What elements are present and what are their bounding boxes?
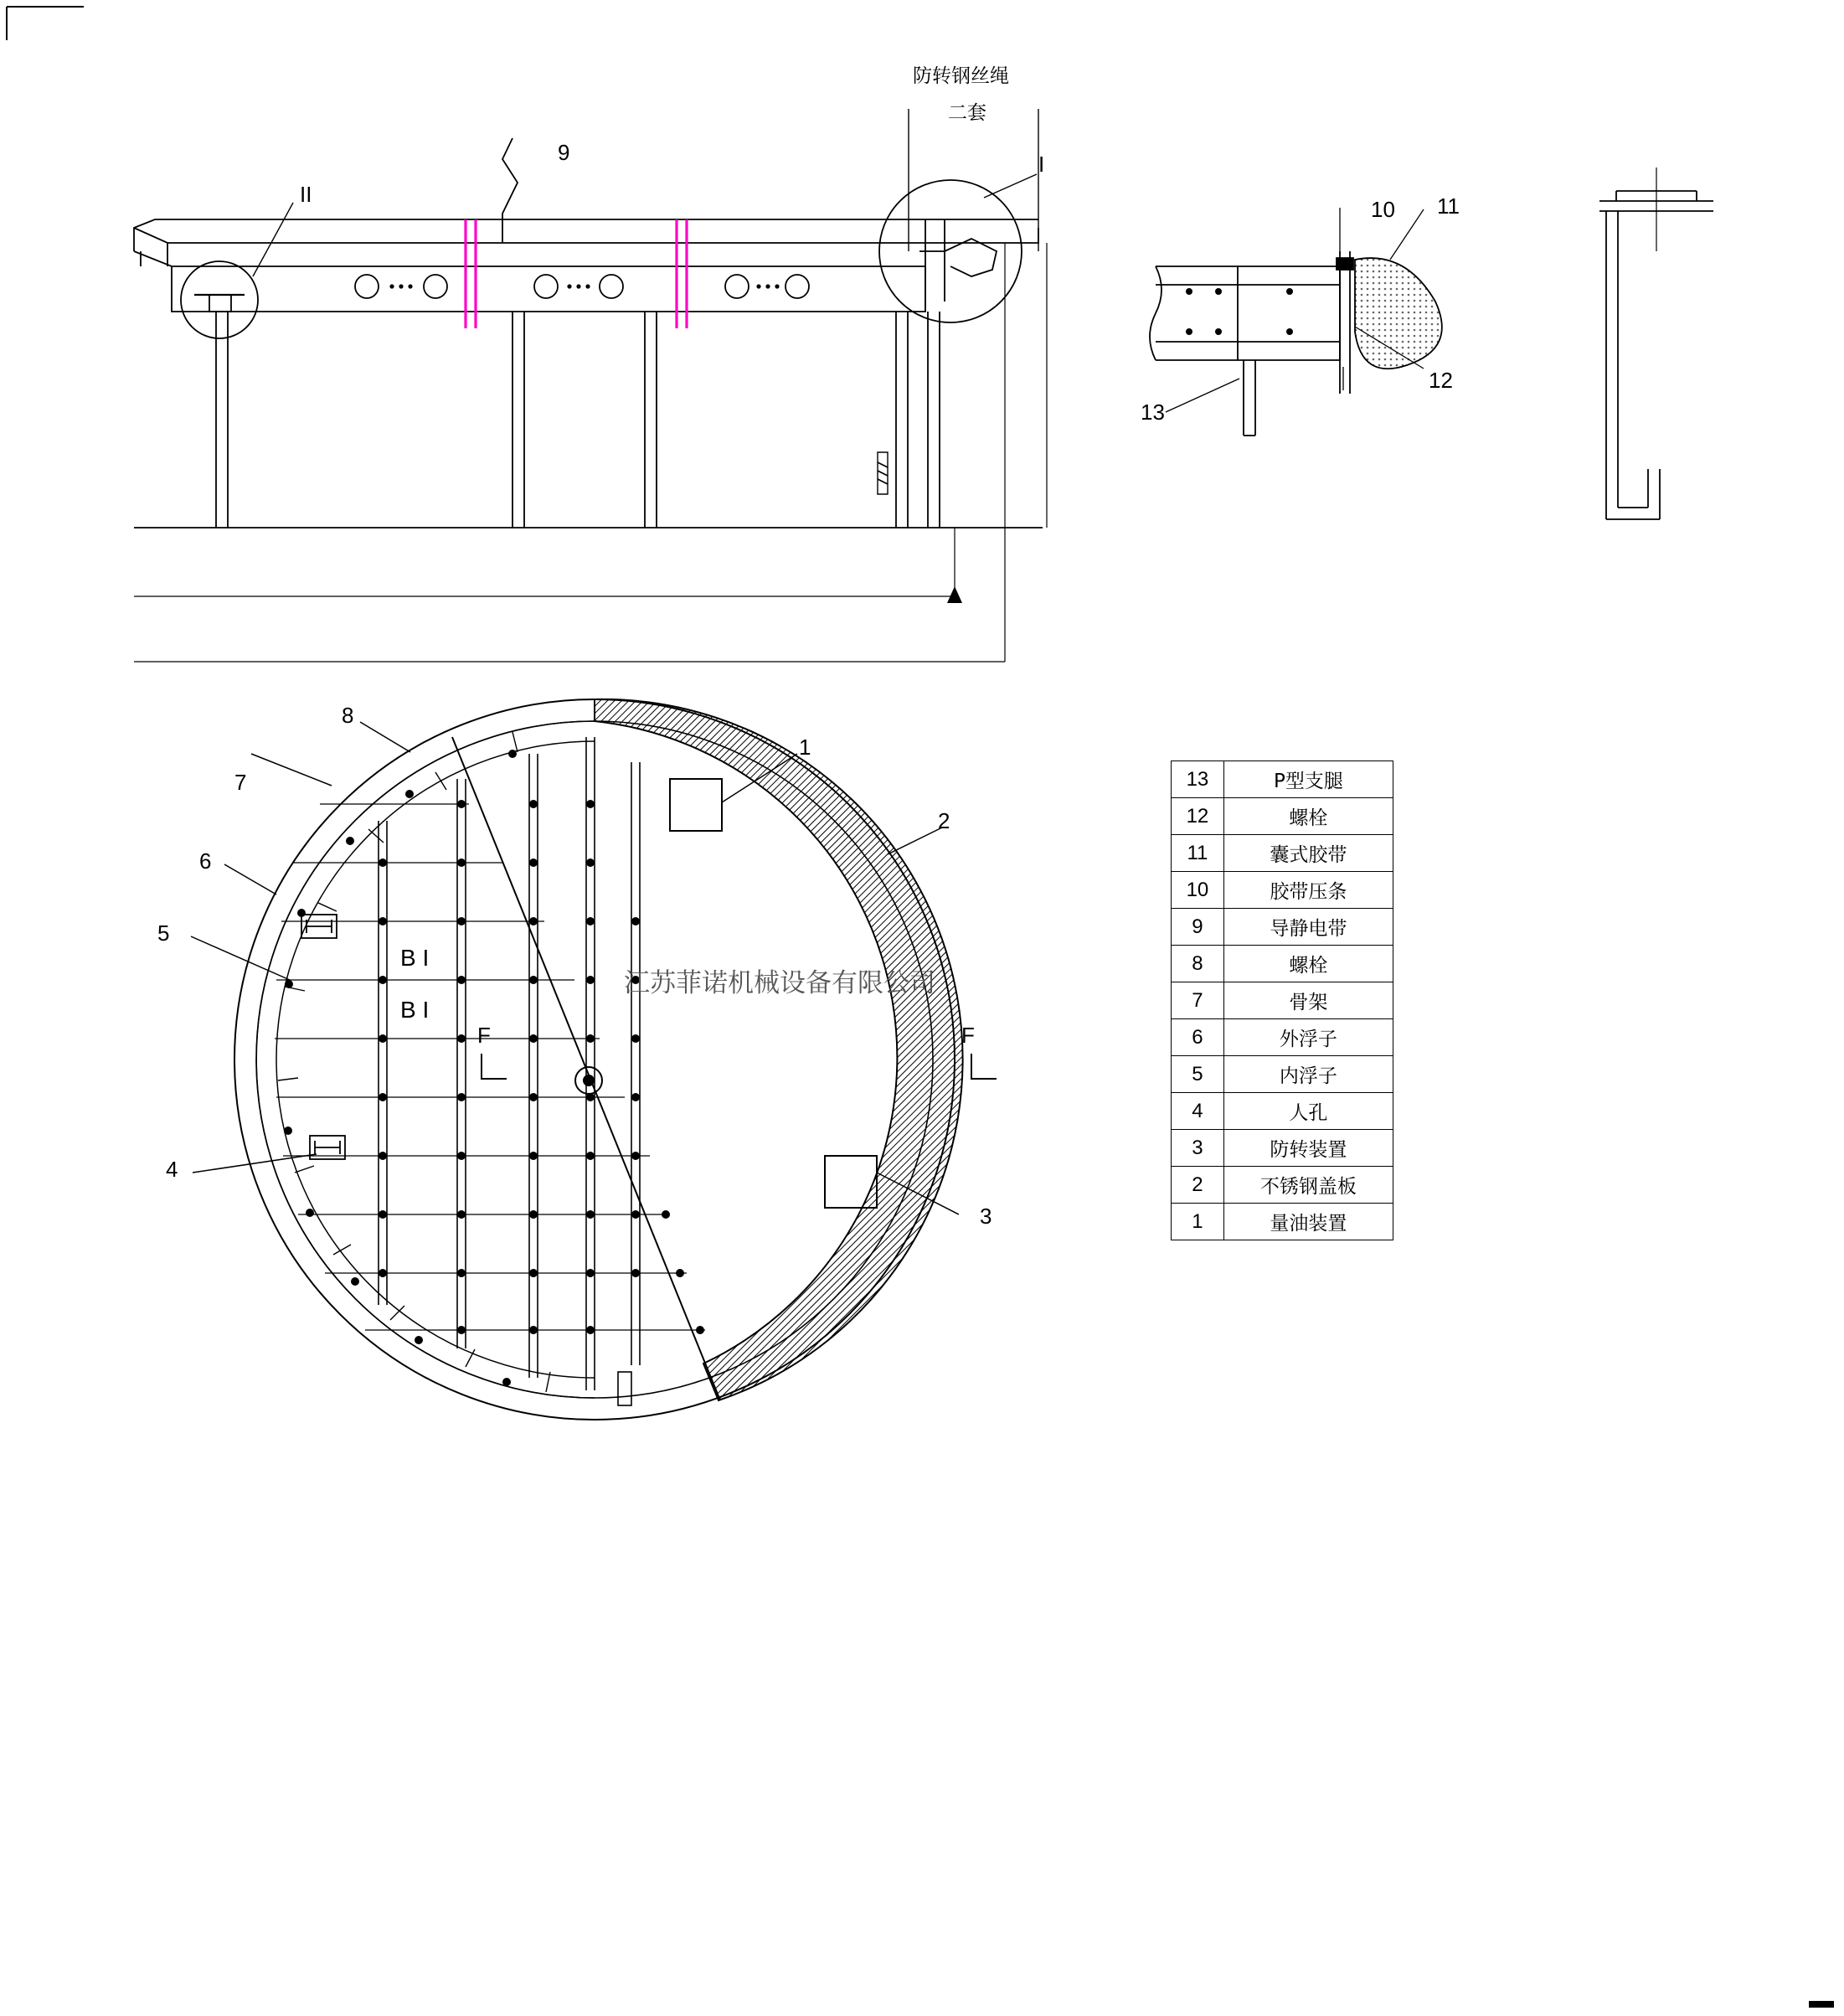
deck-holes xyxy=(355,275,809,298)
callout-10: 10 xyxy=(1371,197,1395,222)
part-name: P型支腿 xyxy=(1223,761,1393,798)
panel-label-b1-lower: B I xyxy=(400,997,430,1023)
table-row xyxy=(1172,798,1393,835)
callout-12: 12 xyxy=(1429,368,1453,393)
manholes xyxy=(301,915,345,1159)
table-row xyxy=(1172,946,1393,982)
panel-label-b1-upper: B I xyxy=(400,945,430,971)
table-row xyxy=(1172,872,1393,909)
part-index: 8 xyxy=(1172,946,1224,982)
part-name: 人孔 xyxy=(1223,1093,1393,1130)
table-row xyxy=(1172,1019,1393,1056)
callout-3: 3 xyxy=(980,1204,992,1229)
part-name: 量油装置 xyxy=(1223,1204,1393,1240)
annotation-anti-rotation-rope: 防转钢丝绳 xyxy=(913,65,1009,87)
parts-table xyxy=(1171,761,1393,1240)
part-index: 6 xyxy=(1172,1019,1224,1056)
part-index: 1 xyxy=(1172,1204,1224,1240)
part-index: 4 xyxy=(1172,1093,1224,1130)
table-row xyxy=(1172,909,1393,946)
plan-view xyxy=(191,699,997,1420)
part-index: 5 xyxy=(1172,1056,1224,1093)
section-label-f-left: F xyxy=(477,1023,491,1048)
part-index: 7 xyxy=(1172,982,1224,1019)
part-index: 11 xyxy=(1172,835,1224,872)
dimension-lines xyxy=(134,243,1047,662)
part-name: 导静电带 xyxy=(1223,909,1393,946)
part-index: 12 xyxy=(1172,798,1224,835)
detail-label-I: I xyxy=(1038,152,1045,177)
callout-6: 6 xyxy=(199,848,212,874)
detail-I-bolts xyxy=(1186,288,1293,335)
company-watermark: 江苏菲诺机械设备有限公司 xyxy=(624,968,935,998)
table-row xyxy=(1172,835,1393,872)
callout-8: 8 xyxy=(342,703,354,728)
part-name: 防转装置 xyxy=(1223,1130,1393,1167)
callout-11: 11 xyxy=(1437,193,1460,219)
sheet-corner-marks xyxy=(7,7,84,40)
table-row xyxy=(1172,1056,1393,1093)
part-index: 3 xyxy=(1172,1130,1224,1167)
part-name: 外浮子 xyxy=(1223,1019,1393,1056)
detail-I-view xyxy=(1150,208,1442,436)
part-index: 2 xyxy=(1172,1167,1224,1204)
support-legs xyxy=(216,312,940,528)
part-name: 螺栓 xyxy=(1223,946,1393,982)
callout-9: 9 xyxy=(558,140,570,165)
detail-label-II: II xyxy=(300,182,312,207)
annotation-two-sets: 二套 xyxy=(948,102,986,124)
part-name: 螺栓 xyxy=(1223,798,1393,835)
table-row xyxy=(1172,1093,1393,1130)
pontoon-dividers xyxy=(278,732,550,1392)
table-row xyxy=(1172,982,1393,1019)
part-index: 9 xyxy=(1172,909,1224,946)
callout-2: 2 xyxy=(938,808,950,833)
part-index: 13 xyxy=(1172,761,1224,798)
callout-4: 4 xyxy=(166,1157,178,1182)
p-leg-profile-view xyxy=(1599,168,1713,519)
section-label-f-right: F xyxy=(961,1023,975,1048)
part-name: 不锈钢盖板 xyxy=(1223,1167,1393,1204)
part-name: 内浮子 xyxy=(1223,1056,1393,1093)
sheet-bottom-right-mark xyxy=(1809,2001,1834,2008)
callout-7: 7 xyxy=(234,770,247,795)
table-row xyxy=(1172,1130,1393,1167)
part-index: 10 xyxy=(1172,872,1224,909)
part-name: 胶带压条 xyxy=(1223,872,1393,909)
part-name: 囊式胶带 xyxy=(1223,835,1393,872)
callout-1: 1 xyxy=(799,735,811,760)
deck-beams xyxy=(379,737,640,1390)
callout-5: 5 xyxy=(157,920,170,946)
table-row xyxy=(1172,1204,1393,1240)
table-row xyxy=(1172,1167,1393,1204)
elevation-view xyxy=(134,109,1047,662)
gauge-point xyxy=(575,1067,602,1094)
table-row xyxy=(1172,761,1393,798)
callout-13: 13 xyxy=(1141,400,1165,425)
part-name: 骨架 xyxy=(1223,982,1393,1019)
